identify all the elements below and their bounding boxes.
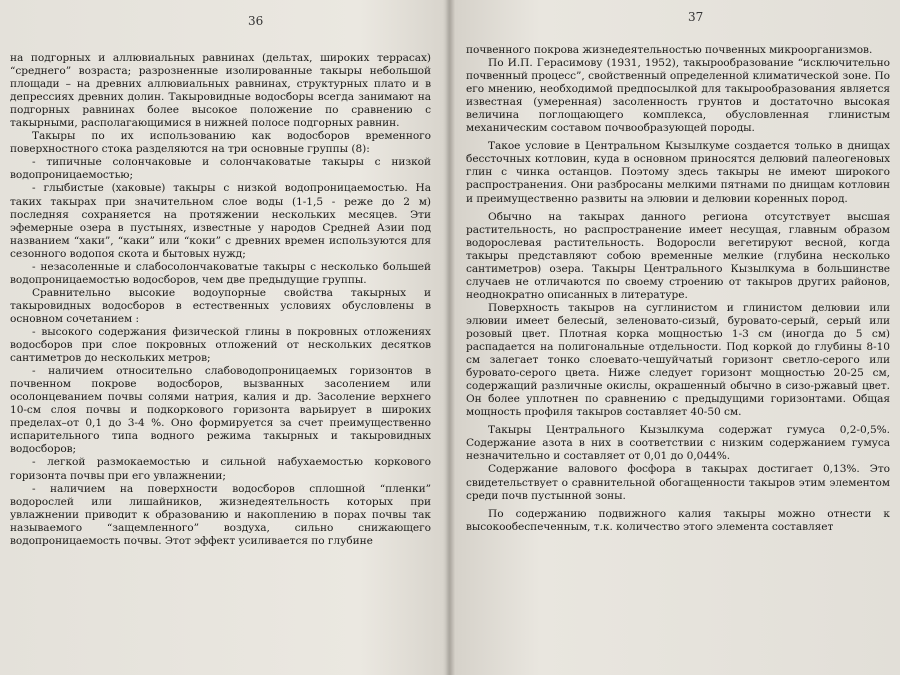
right-page [452,0,900,675]
paragraph: Такыры по их использованию как водосборов временного поверхностного стока разделяются на три основные группы (8): [10,130,431,156]
paragraph: Поверхность такыров на суглинистом и глинистом делювии или элювии имеет белесый, зеленовато-сизый, буровато-серый, серый или розовый цвет. Плотная корка мощностью 1-3 см (иногда до 5 см) распадается на полигональные отдельности. Под коркой до глубины 8-10 см залегает тонко слоевато-чешуйчатый горизонт светло-серого или буровато-серого цвета. Ниже следует горизонт мощностью 20-25 см, содержащий различные окислы, окрашенный обычно в сизо-ржавый цвет. Он более уплотнен по сравнению с предыдущими горизонтами. Общая мощность профиля такыров составляет 40-50 см. [466,301,890,419]
list-item: - легкой размокаемостью и сильной набухаемостью коркового горизонта почвы при его увлажнении; [10,456,431,482]
list-item: - глыбистые (хаковые) такыры с низкой водопроницаемостью. На таких такырах при значительном слое воды (1-1,5 - реже до 2 м) последняя сохраняется на протяжении нескольких месяцев. Эти эфемерные озера в пустынях, известные у народов Средней Азии под названием “хаки”, “каки” или “коки” с древних времен используются для сезонного водопоя скота и бытовых нужд; [10,182,431,260]
page-number-right: 37 [688,10,704,24]
paragraph: По И.П. Герасимову (1931, 1952), такырообразование “исключительно почвенный процесс”, свойственный определенной климатической зоне. По его мнению, необходимой предпосылкой для такырообразования является известная (умеренная) засоленность грунтов и достаточно высокая величина поглощающего комплекса, обусловленная глинистым механическим составом почвообразующей породы. [466,57,890,135]
list-item: - незасоленные и слабосолончаковатые такыры с несколько большей водопроницаемостью водосборов, чем две предыдущие группы. [10,260,431,286]
list-item: - типичные солончаковые и солончаковатые такыры с низкой водопроницаемостью; [10,156,431,182]
paragraph: почвенного покрова жизнедеятельностью почвенных микроорганизмов. [466,44,873,56]
paragraph: По содержанию подвижного калия такыры можно отнести к высокообеспеченным, т.к. количество этого элемента составляет [466,507,890,533]
list-item: - наличием на поверхности водосборов сплошной “пленки” водорослей или лишайников, жизнедеятельность которых при увлажнении приводит к образованию и накоплению в порах почвы так называемого “защемленного” воздуха, сильно снижающего водопроницаемость почвы. Этот эффект усиливается по глубине [10,482,431,547]
list-item: - наличием относительно слабоводопроницаемых горизонтов в почвенном покрове водосборов, вызванных засолением или осолонцеванием почвы солями натрия, калия и др. Засоление верхнего 10-см слоя почвы и подкоркового горизонта варьирует в широких пределах–от 0,1 до 3-4 %. Оно формируется за счет преимущественно испарительного типа водного режима такырных и такыровидных водосборов; [10,365,431,456]
paragraph: Содержание валового фосфора в такырах достигает 0,13%. Это свидетельствует о сравнительной обогащенности такыров этим элементом среди почв пустынной зоны. [466,463,890,502]
paragraph: Такыры Центрального Кызылкума содержат гумуса 0,2-0,5%. Содержание азота в них в соответствии с низким содержанием гумуса незначительно и составляет от 0,01 до 0,044%. [466,424,890,463]
paragraph: Сравнительно высокие водоупорные свойства такырных и такыровидных водосборов в естественных условиях обусловлены в основном сочетанием : [10,286,431,325]
paragraph: Такое условие в Центральном Кызылкуме создается только в днищах бессточных котловин, куда в основном приносятся делювий палеогеновых глин с чинка останцов. Поэтому здесь такыры не имеют широкого распространения. Они разбросаны мелкими пятнами по днищам котловин и преимущественно развиты на элювии и делювии коренных пород. [466,140,890,205]
page-number-left: 36 [248,14,264,28]
paragraph: на подгорных и аллювиальных равнинах (дельтах, широких террасах) “среднего” возраста; разрозненные изолированные такыры небольшой площади – на древних аллювиальных равнинах, структурных плато и в депрессиях древних долин. Такыровидные водосборы всегда занимают на подгорных равнинах более высокое положение по сравнению с такырными, располагающимися в нижней полосе подгорных равнин. [10,52,431,130]
left-page [0,0,445,675]
list-item: - высокого содержания физической глины в покровных отложениях водосборов при слое покровных отложений от нескольких десятков сантиметров до нескольких метров; [10,325,431,365]
paragraph: Обычно на такырах данного региона отсутствует высшая растительность, но распространение имеет несущая, главным образом водорослевая растительность. Водоросли вегетируют весной, когда такыры представляют собою временные мелкие (глубина несколько сантиметров) озера. Такыры Центрального Кызылкума в большинстве случаев не отличаются по своему строению от такыров других районов, неоднократно описанных в литературе. [466,210,890,301]
